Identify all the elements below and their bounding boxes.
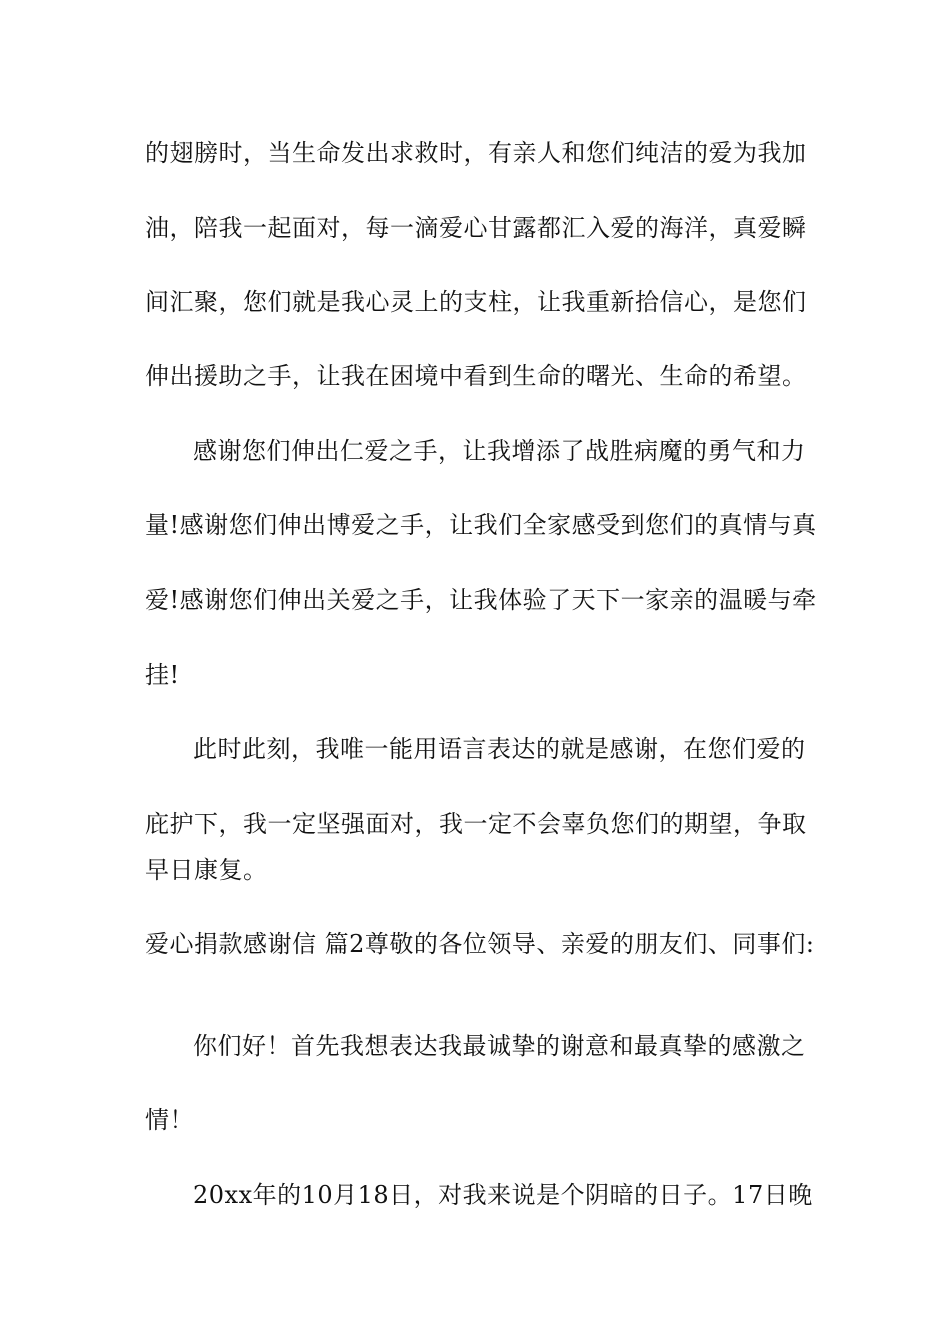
text-line-5: 感谢您们伸出仁爱之手，让我增添了战胜病魔的勇气和力 bbox=[193, 437, 806, 465]
section-heading-line: 爱心捐款感谢信 篇2尊敬的各位领导、亲爱的朋友们、同事们: bbox=[145, 930, 815, 958]
text-line-10: 庇护下，我一定坚强面对，我一定不会辜负您们的期望，争取 bbox=[145, 810, 807, 838]
text-line-4: 伸出援助之手，让我在困境中看到生命的曙光、生命的希望。 bbox=[145, 362, 807, 390]
text-line-8: 挂! bbox=[145, 661, 180, 689]
text-line-7: 爱!感谢您们伸出关爱之手，让我体验了天下一家亲的温暖与牵 bbox=[145, 586, 817, 614]
text-line-1: 的翅膀时，当生命发出求救时，有亲人和您们纯洁的爱为我加 bbox=[145, 139, 807, 167]
text-line-11: 早日康复。 bbox=[145, 856, 268, 884]
text-line-15: 20xx年的10月18日，对我来说是个阴暗的日子。17日晚 bbox=[193, 1181, 813, 1209]
text-line-9: 此时此刻，我唯一能用语言表达的就是感谢，在您们爱的 bbox=[193, 735, 806, 763]
text-line-14: 情！ bbox=[145, 1106, 194, 1134]
text-line-13: 你们好！首先我想表达我最诚挚的谢意和最真挚的感激之 bbox=[193, 1032, 806, 1060]
text-line-3: 间汇聚，您们就是我心灵上的支柱，让我重新拾信心，是您们 bbox=[145, 288, 807, 316]
text-line-6: 量!感谢您们伸出博爱之手，让我们全家感受到您们的真情与真 bbox=[145, 511, 817, 539]
text-line-2: 油，陪我一起面对，每一滴爱心甘露都汇入爱的海洋，真爱瞬 bbox=[145, 214, 807, 242]
